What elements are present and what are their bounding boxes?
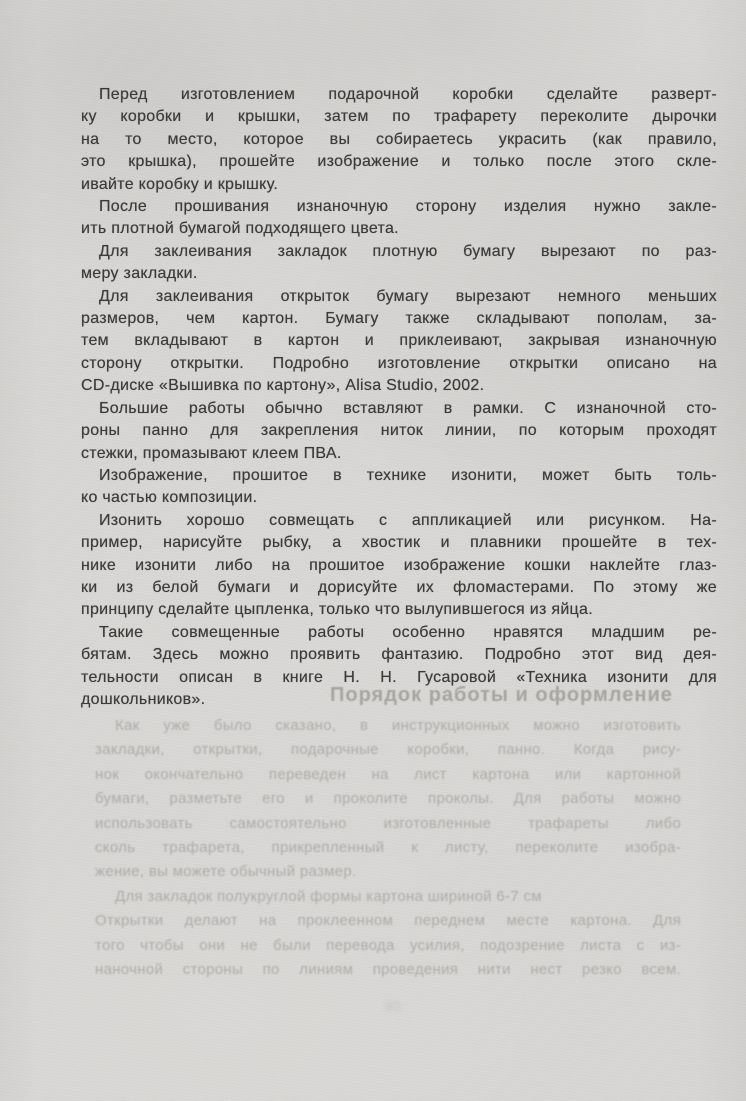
showthrough-line: того чтобы они не были перевода усилия, подозрение листа с из-	[95, 936, 681, 954]
text-line: бятам. Здесь можно проявить фантазию. Подробно этот вид дея-	[81, 646, 717, 664]
text-line: меру закладки.	[81, 265, 198, 283]
text-line: размеров, чем картон. Бумагу также складывают пополам, за-	[81, 310, 717, 328]
text-line: пример, нарисуйте рыбку, а хвостик и плавники прошейте в тех-	[81, 534, 717, 552]
showthrough-page-number: 90	[384, 998, 401, 1015]
text-line: ки из белой бумаги и дорисуйте их фломастерами. По этому же	[81, 578, 717, 596]
showthrough-line: наночной стороны по линиям проведения нити нест резко всем.	[95, 961, 681, 979]
paragraph	[81, 241, 717, 286]
showthrough-text	[95, 714, 681, 982]
text-line: дошкольников».	[81, 690, 206, 708]
text-line: Изображение, прошитое в технике изонити, может быть толь-	[99, 466, 717, 484]
paragraph	[81, 398, 717, 465]
text-line: тельности описан в книге Н. Н. Гусаровой «Техника изонити для	[81, 668, 717, 686]
text-line: принципу сделайте цыпленка, только что вылупившегося из яйца.	[81, 601, 593, 619]
text-line: Такие совмещенные работы особенно нравятся младшим ре-	[99, 623, 717, 641]
showthrough-line: Открытки делают на проклеенном переднем месте картона. Для	[95, 912, 681, 930]
text-line: Для заклеивания закладок плотную бумагу вырезают по раз-	[99, 242, 717, 260]
text-line: роны панно для закрепления ниток линии, по которым проходят	[81, 422, 717, 440]
text-line: Для заклеивания открыток бумагу вырезают немного меньших	[99, 287, 717, 305]
text-line: сторону открытки. Подробно изготовление открытки описано на	[81, 354, 717, 372]
text-line: После прошивания изнаночную сторону изделия нужно закле-	[99, 198, 717, 216]
text-line: ить плотной бумагой подходящего цвета.	[81, 220, 399, 238]
showthrough-heading: Порядок работы и оформление	[330, 684, 673, 706]
paragraph	[81, 84, 717, 196]
text-line: ку коробки и крышки, затем по трафарету переколите дырочки	[81, 108, 717, 126]
showthrough-line: Для закладок полукруглой формы картона шириной 6-7 см	[115, 887, 542, 905]
showthrough-line: Как уже было сказано, в инструкционных можно изготовить	[115, 717, 681, 734]
text-line: на то место, которое вы собираетесь украсить (как правило,	[81, 130, 717, 148]
text-line: нике изонити либо на прошитое изображение кошки наклейте глаз-	[81, 556, 717, 574]
showthrough-line: жение, вы можете обычный размер.	[95, 863, 357, 881]
showthrough-line: использовать самостоятельно изготовленные трафареты либо	[95, 814, 681, 832]
text-line: ивайте коробку и крышку.	[81, 175, 279, 193]
text-line: тем вкладывают в картон и приклеивают, закрывая изнаночную	[81, 332, 717, 350]
paragraph	[81, 510, 717, 622]
showthrough-line: бумаги, разметьте его и проколите проколы. Для работы можно	[95, 790, 681, 808]
paragraph	[81, 465, 717, 510]
text-line: CD-диске «Вышивка по картону», Alisa Studio, 2002.	[81, 377, 485, 395]
text-line: Большие работы обычно вставляют в рамки. С изнаночной сто-	[99, 399, 717, 417]
text-line: Перед изготовлением подарочной коробки сделайте разверт-	[99, 86, 717, 103]
text-line: Изонить хорошо совмещать с аппликацией или рисунком. На-	[99, 511, 717, 529]
text-line: стежки, промазывают клеем ПВА.	[81, 444, 342, 462]
showthrough-line: нок окончательно переведен на лист картона или картонной	[95, 765, 681, 783]
text-line: это крышка), прошейте изображение и только после этого скле-	[81, 153, 717, 171]
paragraph	[81, 196, 717, 241]
showthrough-line: закладки, открытки, подарочные коробки, панно. Когда рису-	[95, 741, 681, 759]
showthrough-line: сколь трафарета, прикрепленный к листу, переколите изобра-	[95, 839, 681, 857]
text-line: ко частью композиции.	[81, 489, 258, 507]
body-text	[81, 84, 717, 711]
paragraph	[81, 286, 717, 398]
